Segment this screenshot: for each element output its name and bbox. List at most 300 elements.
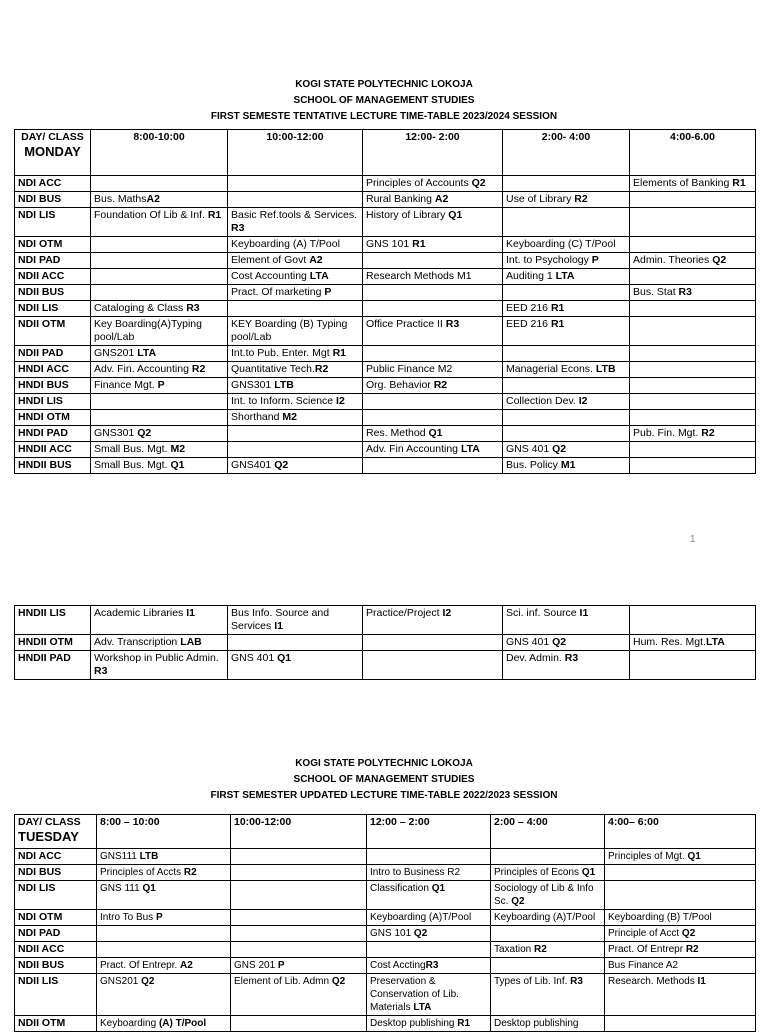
timetable-title: FIRST SEMESTE TENTATIVE LECTURE TIME-TABLE 2023/2024 SESSION — [210, 111, 558, 122]
course-cell — [630, 176, 756, 192]
course-cell — [228, 394, 363, 410]
venue-code: I1 — [697, 976, 706, 987]
venue-code: LTB — [595, 363, 616, 375]
course-cell — [630, 410, 756, 426]
course-name: KEY Boarding (B) Typing pool/Lab — [231, 318, 348, 343]
venue-code: R3 — [94, 665, 108, 677]
table-row — [15, 362, 756, 378]
course-name: Cost Accting — [370, 960, 426, 971]
course-name: Key Boarding(A)Typing pool/Lab — [94, 318, 202, 343]
course-cell — [605, 974, 756, 1016]
time-slot-header: 10:00-12:00 — [231, 815, 367, 849]
course-cell — [630, 458, 756, 474]
venue-code: R1 — [550, 302, 565, 314]
course-cell — [231, 926, 367, 942]
course-cell — [503, 635, 630, 651]
class-cell: NDI BUS — [15, 192, 91, 208]
monday-timetable-continued — [14, 605, 756, 680]
course-cell — [503, 458, 630, 474]
course-cell — [491, 958, 605, 974]
course-name: Adv. Fin. Accounting — [94, 363, 192, 375]
course-cell — [363, 269, 503, 285]
venue-code: R1 — [732, 177, 746, 189]
course-name: Keyboarding (A) T/Pool — [231, 238, 340, 250]
course-cell — [503, 378, 630, 394]
time-slot-header: 12:00- 2:00 — [363, 130, 503, 176]
table-row — [15, 881, 756, 910]
course-name: GNS201 — [94, 347, 138, 359]
course-cell — [91, 410, 228, 426]
course-cell — [228, 378, 363, 394]
course-name: GNS301 — [94, 427, 138, 439]
course-name: Types of Lib. Inf. — [494, 976, 571, 987]
table-row — [15, 442, 756, 458]
course-cell — [228, 458, 363, 474]
table-row — [15, 237, 756, 253]
venue-code: R1 — [332, 347, 346, 359]
course-cell — [97, 865, 231, 881]
day-label: MONDAY — [24, 144, 81, 159]
course-name: Keyboarding (A)T/Pool — [370, 912, 472, 923]
course-cell — [503, 285, 630, 301]
course-cell — [503, 317, 630, 346]
course-cell — [91, 426, 228, 442]
course-cell — [91, 635, 228, 651]
venue-code: R2 — [433, 379, 448, 391]
time-slot-header: 2:00- 4:00 — [503, 130, 630, 176]
course-cell — [363, 192, 503, 208]
course-cell — [363, 317, 503, 346]
course-cell — [367, 926, 491, 942]
venue-code: Q2 — [274, 459, 289, 471]
course-cell — [91, 237, 228, 253]
table-row — [15, 926, 756, 942]
class-cell: NDII OTM — [15, 1016, 97, 1032]
course-name: Element of Govt — [231, 254, 310, 266]
course-cell — [91, 458, 228, 474]
table-row — [15, 910, 756, 926]
course-name: Keyboarding — [100, 1018, 159, 1029]
venue-code: Q2 — [681, 928, 696, 939]
venue-code: R3 — [678, 286, 692, 298]
course-name: Auditing 1 — [506, 270, 556, 282]
course-name: History of Library — [366, 209, 449, 221]
course-cell — [228, 208, 363, 237]
venue-code: R1 — [550, 318, 565, 330]
course-name: Academic Libraries — [94, 607, 187, 619]
class-cell: NDII BUS — [15, 285, 91, 301]
venue-code: I2 — [336, 395, 345, 407]
venue-code: R2 — [191, 363, 206, 375]
course-cell — [91, 176, 228, 192]
class-cell: HNDI ACC — [15, 362, 91, 378]
table-row — [15, 269, 756, 285]
course-cell — [503, 176, 630, 192]
course-name: Basic Ref.tools & Services. — [231, 209, 358, 221]
course-cell — [363, 301, 503, 317]
venue-code: P — [155, 912, 163, 923]
class-cell: HNDII ACC — [15, 442, 91, 458]
class-cell: HNDI OTM — [15, 410, 91, 426]
course-cell — [605, 881, 756, 910]
course-cell — [231, 849, 367, 865]
course-name: Research Methods M1 — [366, 270, 472, 282]
venue-code: R1 — [207, 209, 222, 221]
class-cell: NDII LIS — [15, 974, 97, 1016]
course-name: Bus. Policy — [506, 459, 561, 471]
course-name: Adv. Transcription — [94, 636, 181, 648]
course-cell — [605, 958, 756, 974]
course-name: Hum. Res. Mgt. — [633, 636, 706, 648]
venue-code: P — [591, 254, 599, 266]
venue-code: I1 — [274, 620, 283, 632]
course-cell — [630, 635, 756, 651]
course-cell — [228, 237, 363, 253]
course-name: Keyboarding (C) T/Pool — [506, 238, 616, 250]
venue-code: Q2 — [141, 976, 155, 987]
course-cell — [605, 865, 756, 881]
course-name: GNS 201 — [234, 960, 278, 971]
course-cell — [228, 635, 363, 651]
venue-code: Q2 — [712, 254, 727, 266]
timetable-title: FIRST SEMESTER UPDATED LECTURE TIME-TABLE 2022/2023 SESSION — [210, 790, 558, 801]
course-cell — [491, 881, 605, 910]
course-name: Sci. inf. Source — [506, 607, 580, 619]
course-cell — [630, 651, 756, 680]
course-cell — [363, 410, 503, 426]
class-cell: HNDII OTM — [15, 635, 91, 651]
table-row — [15, 176, 756, 192]
class-cell: NDII ACC — [15, 942, 97, 958]
course-cell — [630, 253, 756, 269]
course-name: Int. to Inform. Science — [231, 395, 337, 407]
time-slot-header: 4:00– 6:00 — [605, 815, 756, 849]
course-cell — [503, 410, 630, 426]
course-cell — [363, 285, 503, 301]
course-cell — [605, 942, 756, 958]
course-cell — [630, 269, 756, 285]
venue-code: R3 — [564, 652, 579, 664]
venue-code: (A) T/Pool — [158, 1018, 207, 1029]
table-row — [15, 285, 756, 301]
course-cell — [367, 974, 491, 1016]
course-cell — [491, 910, 605, 926]
course-name: Pract. Of Entrepr — [608, 944, 686, 955]
venue-code: P — [157, 379, 165, 391]
course-cell — [367, 910, 491, 926]
course-cell — [503, 606, 630, 635]
course-name: Keyboarding (B) T/Pool — [608, 912, 712, 923]
course-cell — [231, 958, 367, 974]
venue-code: R3 — [186, 302, 200, 314]
course-name: Preservation & Conservation of Lib. Materials — [370, 976, 459, 1013]
course-cell — [91, 317, 228, 346]
venue-code: R2 — [183, 867, 197, 878]
course-name: Int. to Psychology — [506, 254, 592, 266]
course-cell — [363, 651, 503, 680]
course-cell — [605, 926, 756, 942]
course-name: Intro To Bus — [100, 912, 156, 923]
course-cell — [367, 849, 491, 865]
venue-code: A2 — [146, 193, 160, 205]
course-cell — [363, 458, 503, 474]
course-cell — [228, 269, 363, 285]
course-name: Sociology of Lib & Info Sc. — [494, 883, 594, 907]
course-cell — [228, 410, 363, 426]
course-cell — [231, 865, 367, 881]
table-row — [15, 458, 756, 474]
venue-code: LTA — [555, 270, 575, 282]
course-cell — [228, 285, 363, 301]
course-name: Keyboarding (A)T/Pool — [494, 912, 596, 923]
venue-code: Q2 — [511, 896, 525, 907]
course-cell — [367, 865, 491, 881]
course-cell — [630, 285, 756, 301]
class-cell: NDII OTM — [15, 317, 91, 346]
course-name: Principles of Accounts — [366, 177, 472, 189]
course-name: GNS111 — [100, 851, 140, 862]
time-slot-header: 12:00 – 2:00 — [367, 815, 491, 849]
course-name: Office Practice II — [366, 318, 446, 330]
course-name: Small Bus. Mgt. — [94, 443, 171, 455]
course-cell — [97, 910, 231, 926]
day-class-header: DAY/ CLASS MONDAY — [15, 130, 91, 176]
course-name: Adv. Fin Accounting — [366, 443, 461, 455]
course-cell — [630, 237, 756, 253]
course-cell — [503, 346, 630, 362]
school-name: SCHOOL OF MANAGEMENT STUDIES — [293, 774, 475, 785]
course-cell — [91, 394, 228, 410]
course-cell — [91, 378, 228, 394]
course-name: Cost Accounting — [231, 270, 310, 282]
course-cell — [97, 974, 231, 1016]
course-cell — [97, 958, 231, 974]
course-cell — [605, 910, 756, 926]
course-name: Workshop in Public Admin. — [94, 652, 219, 664]
table-row — [15, 942, 756, 958]
course-name: Quantitative Tech. — [231, 363, 315, 375]
doc2-header — [0, 756, 768, 804]
course-cell — [97, 849, 231, 865]
course-cell — [231, 974, 367, 1016]
table-row — [15, 849, 756, 865]
table-row — [15, 865, 756, 881]
venue-code: R3 — [570, 976, 583, 987]
course-cell — [503, 442, 630, 458]
course-cell — [363, 362, 503, 378]
venue-code: Q1 — [581, 867, 596, 878]
course-cell — [97, 926, 231, 942]
course-cell — [363, 426, 503, 442]
time-slot-header: 2:00 – 4:00 — [491, 815, 605, 849]
table-row — [15, 606, 756, 635]
venue-code: LTA — [309, 270, 329, 282]
course-name: GNS201 — [100, 976, 142, 987]
course-cell — [228, 651, 363, 680]
class-cell: HNDI BUS — [15, 378, 91, 394]
course-cell — [503, 301, 630, 317]
course-name: Res. Method — [366, 427, 429, 439]
venue-code: LTA — [460, 443, 480, 455]
table-row — [15, 301, 756, 317]
course-cell — [91, 285, 228, 301]
venue-code: M2 — [170, 443, 186, 455]
tuesday-timetable — [14, 814, 756, 1032]
course-name: Public Finance M2 — [366, 363, 453, 375]
course-cell — [228, 301, 363, 317]
course-cell — [630, 317, 756, 346]
course-name: Org. Behavior — [366, 379, 434, 391]
course-name: Practice/Project — [366, 607, 443, 619]
course-cell — [367, 942, 491, 958]
class-cell: NDII BUS — [15, 958, 97, 974]
course-name: GNS301 — [231, 379, 275, 391]
course-cell — [228, 253, 363, 269]
venue-code: P — [324, 286, 332, 298]
course-cell — [630, 346, 756, 362]
course-cell — [91, 208, 228, 237]
course-name: EED 216 — [506, 318, 551, 330]
course-name: GNS 111 — [100, 883, 143, 894]
venue-code: Q1 — [448, 209, 463, 221]
course-cell — [503, 362, 630, 378]
venue-code: Q2 — [552, 636, 567, 648]
course-name: Pract. Of marketing — [231, 286, 325, 298]
course-name: Admin. Theories — [633, 254, 713, 266]
class-cell: HNDII PAD — [15, 651, 91, 680]
course-cell — [630, 442, 756, 458]
course-cell — [630, 192, 756, 208]
course-name: GNS 101 — [366, 238, 413, 250]
course-cell — [503, 237, 630, 253]
course-name: Collection Dev. — [506, 395, 579, 407]
class-cell: NDI BUS — [15, 865, 97, 881]
course-name: Pract. Of Entrepr. — [100, 960, 181, 971]
course-name: Small Bus. Mgt. — [94, 459, 171, 471]
table-row — [15, 253, 756, 269]
course-cell — [367, 881, 491, 910]
course-cell — [91, 253, 228, 269]
table-row — [15, 635, 756, 651]
course-name: GNS 401 — [506, 443, 553, 455]
course-cell — [491, 865, 605, 881]
time-slot-header: 8:00-10:00 — [91, 130, 228, 176]
course-cell — [363, 442, 503, 458]
venue-code: R1 — [457, 1018, 471, 1029]
institution-title: KOGI STATE POLYTECHNIC LOKOJA — [295, 79, 473, 90]
time-slot-header: 8:00 – 10:00 — [97, 815, 231, 849]
table-row — [15, 958, 756, 974]
course-cell — [97, 942, 231, 958]
course-cell — [363, 635, 503, 651]
course-name: Bus. Maths — [94, 193, 147, 205]
course-name: Use of Library — [506, 193, 575, 205]
venue-code: I1 — [579, 607, 589, 619]
school-name: SCHOOL OF MANAGEMENT STUDIES — [293, 95, 475, 106]
venue-code: Q2 — [137, 427, 152, 439]
course-cell — [228, 192, 363, 208]
venue-code: LTA — [137, 347, 157, 359]
class-cell: HNDII LIS — [15, 606, 91, 635]
course-name: GNS401 — [231, 459, 275, 471]
course-cell — [605, 849, 756, 865]
table-row — [15, 394, 756, 410]
day-class-header: DAY/ CLASS TUESDAY — [15, 815, 97, 849]
course-name: Bus Info. Source and Services — [231, 607, 330, 632]
course-cell — [228, 606, 363, 635]
course-name: Principle of Acct — [608, 928, 682, 939]
venue-code: R3 — [231, 222, 245, 234]
table-row — [15, 317, 756, 346]
course-name: Classification — [370, 883, 432, 894]
course-cell — [630, 606, 756, 635]
venue-code: Q1 — [428, 427, 443, 439]
course-cell — [363, 606, 503, 635]
course-cell — [231, 942, 367, 958]
venue-code: I2 — [578, 395, 588, 407]
venue-code: LTA — [413, 1002, 432, 1013]
monday-timetable — [14, 129, 756, 474]
venue-code: M2 — [282, 411, 297, 423]
class-cell: NDI OTM — [15, 910, 97, 926]
course-cell — [231, 910, 367, 926]
venue-code: A2 — [434, 193, 449, 205]
course-name: Principles of Accts — [100, 867, 184, 878]
course-cell — [367, 958, 491, 974]
course-name: Dev. Admin. — [506, 652, 565, 664]
course-cell — [630, 362, 756, 378]
course-cell — [630, 208, 756, 237]
course-name: Foundation Of Lib & Inf. — [94, 209, 208, 221]
table-row — [15, 974, 756, 1016]
course-cell — [630, 378, 756, 394]
course-cell — [91, 442, 228, 458]
course-name: Bus. Stat — [633, 286, 679, 298]
institution-title: KOGI STATE POLYTECHNIC LOKOJA — [295, 758, 473, 769]
venue-code: Q1 — [277, 652, 292, 664]
class-cell: NDI LIS — [15, 208, 91, 237]
venue-code: R2 — [574, 193, 588, 205]
course-cell — [91, 192, 228, 208]
course-name: Principles of Econs — [494, 867, 582, 878]
course-cell — [91, 346, 228, 362]
venue-code: LAB — [180, 636, 202, 648]
course-cell — [491, 942, 605, 958]
class-cell: NDII ACC — [15, 269, 91, 285]
course-name: EED 216 — [506, 302, 551, 314]
venue-code: LTB — [139, 851, 159, 862]
venue-code: Q1 — [431, 883, 446, 894]
day-label: TUESDAY — [18, 829, 79, 844]
venue-code: M1 — [560, 459, 576, 471]
course-cell — [363, 378, 503, 394]
table-row — [15, 410, 756, 426]
venue-code: Q1 — [170, 459, 185, 471]
course-name: Cataloging & Class — [94, 302, 187, 314]
class-cell: NDI PAD — [15, 926, 97, 942]
venue-code: Q1 — [687, 851, 701, 862]
time-slot-header: 10:00-12:00 — [228, 130, 363, 176]
course-cell — [363, 208, 503, 237]
course-cell — [91, 301, 228, 317]
table-row — [15, 346, 756, 362]
course-cell — [91, 362, 228, 378]
venue-code: R3 — [445, 318, 460, 330]
venue-code: Q2 — [413, 928, 428, 939]
course-cell — [363, 394, 503, 410]
venue-code: R2 — [685, 944, 699, 955]
venue-code: Q2 — [331, 976, 346, 987]
